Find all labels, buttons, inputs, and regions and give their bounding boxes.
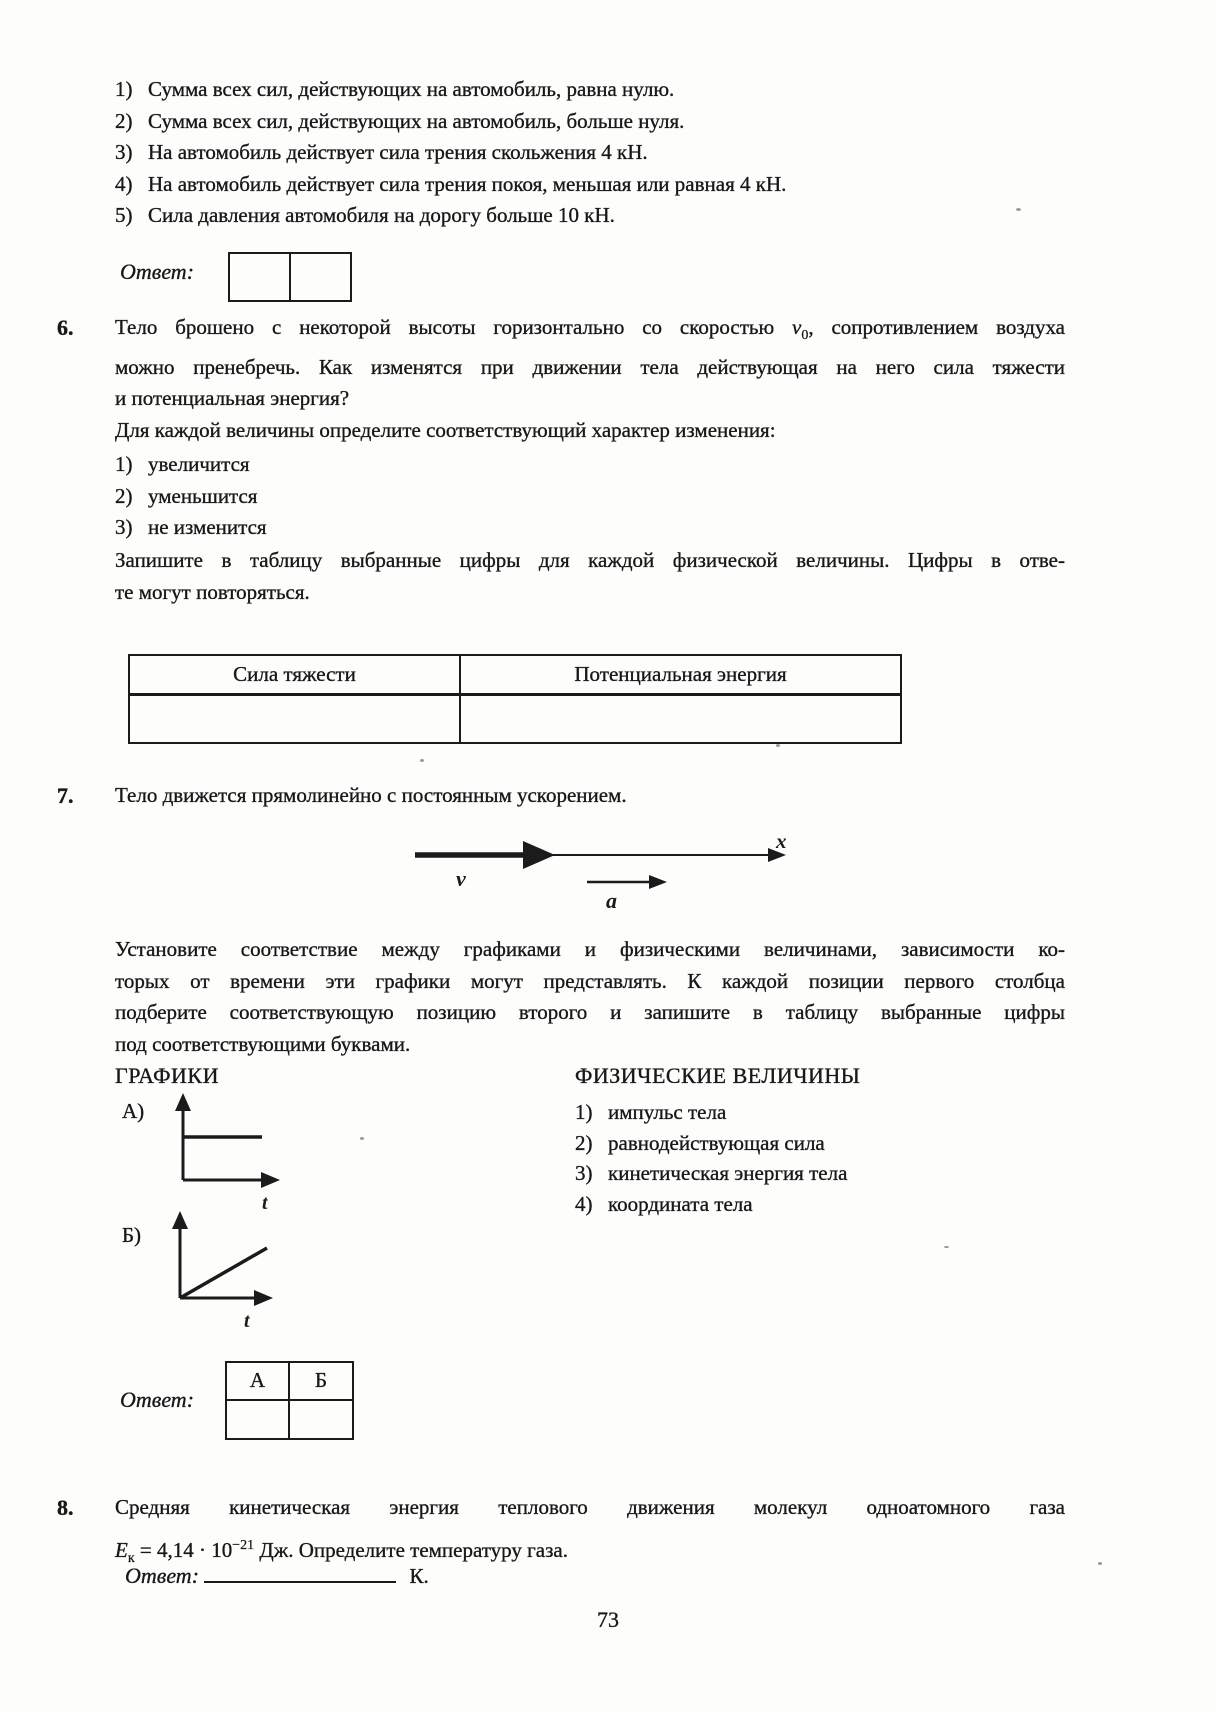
question-6-number: 6. — [57, 315, 74, 340]
top-options-list — [115, 74, 1105, 232]
q7-intro: Тело движется прямолинейно с постоянным ускорением. — [115, 783, 627, 807]
list-item — [575, 1158, 1055, 1189]
list-item — [115, 74, 1105, 106]
item-text: координата тела — [608, 1191, 753, 1216]
q7-table-cell-empty — [227, 1401, 290, 1438]
item-number: 5) — [115, 203, 133, 228]
scan-artifact — [1098, 1562, 1102, 1565]
q6-prompt: Для каждой величины определите соответствующий характер изменения: — [115, 418, 776, 442]
question-6-text — [115, 312, 1065, 415]
q7-table-header-b: Б — [314, 1368, 328, 1392]
item-text: кинетическая энергия тела — [608, 1161, 848, 1185]
q7-table-header-a: А — [227, 1363, 290, 1399]
q6-note-line-2: те могут повторяться. — [115, 579, 310, 604]
q6-line1-b: , сопротивлением воздуха — [808, 315, 1066, 339]
q6-table-header-col1: Сила тяжести — [130, 656, 461, 693]
list-item — [115, 512, 715, 544]
velocity-acceleration-figure — [378, 818, 818, 923]
answer-label: Ответ: — [120, 259, 195, 284]
item-text: Сила давления автомобиля на дорогу больше 10 кН. — [148, 203, 615, 228]
q7-para-line-4: под соответствующими буквами. — [115, 1031, 411, 1056]
q7-para-line-3: подберите соответствующую позицию второго и запишите в таблицу выбранные цифры — [115, 1000, 1065, 1025]
q7-paragraph — [115, 934, 1065, 1060]
q6-line-3: и потенциальная энергия? — [115, 386, 350, 411]
graph-b — [155, 1203, 300, 1343]
item-number: 2) — [115, 483, 133, 508]
q6-table-body-row — [130, 696, 900, 742]
item-text: увеличится — [148, 452, 250, 476]
q6-table-cell-empty — [130, 696, 461, 742]
item-text: уменьшится — [148, 483, 258, 508]
scan-artifact — [1016, 208, 1021, 211]
item-number: 1) — [115, 77, 133, 101]
item-text: не изменится — [148, 515, 267, 540]
q7-table-cell-empty — [290, 1401, 352, 1438]
item-text: равнодействующая сила — [608, 1130, 825, 1155]
item-number: 3) — [115, 140, 133, 165]
q8-answer-line — [125, 1558, 429, 1593]
q7-table-body-row — [227, 1401, 352, 1438]
quantities-header: ФИЗИЧЕСКИЕ ВЕЛИЧИНЫ — [575, 1063, 861, 1088]
answer-blank-line — [204, 1558, 396, 1583]
list-item — [115, 106, 1105, 138]
scan-artifact — [776, 744, 780, 747]
graph-b-label: Б) — [122, 1223, 142, 1247]
q6-table-header-row — [130, 656, 900, 696]
list-item — [115, 169, 1105, 201]
item-number: 4) — [115, 171, 133, 196]
item-text: импульс тела — [608, 1100, 727, 1124]
scan-artifact — [420, 759, 424, 762]
question-8-number: 8. — [57, 1495, 74, 1520]
formula-mid: = 4,14 · 10 — [134, 1538, 233, 1562]
v-vector-label: v — [456, 866, 466, 891]
graph-a-label: А) — [122, 1099, 145, 1123]
item-number: 2) — [575, 1130, 593, 1155]
q6-table-header-col2: Потенциальная энергия — [574, 662, 787, 686]
q6-line-2: можно пренебречь. Как изменятся при движении тела действующая на него сила тяжести — [115, 354, 1065, 379]
q7-para-line-2: торых от времени эти графики могут представлять. К каждой позиции первого столбца — [115, 968, 1065, 993]
x-axis-label: x — [776, 829, 787, 853]
item-number: 3) — [115, 515, 133, 540]
q6-line-1 — [115, 312, 1065, 352]
item-number: 2) — [115, 108, 133, 133]
q6-line1-a: Тело брошено с некоторой высоты горизонтально со скоростью — [115, 315, 793, 339]
energy-symbol: E — [115, 1538, 128, 1562]
question-7-number: 7. — [57, 783, 74, 808]
list-item — [575, 1189, 1055, 1220]
item-number: 3) — [575, 1161, 593, 1185]
q7-table-header-row — [227, 1363, 352, 1401]
quantities-list — [575, 1097, 1055, 1219]
item-text: Сумма всех сил, действующих на автомобиль, больше нуля. — [148, 108, 685, 133]
answer-label: Ответ: — [120, 1387, 195, 1412]
t-axis-label: t — [262, 1192, 268, 1214]
q7-answer-table — [225, 1361, 354, 1440]
answer-cell — [289, 254, 350, 300]
graphs-header: ГРАФИКИ — [115, 1063, 219, 1088]
t-axis-label: t — [244, 1310, 250, 1332]
a-vector-label: a — [606, 888, 617, 913]
list-item — [115, 200, 1105, 232]
unit-label: К. — [409, 1564, 429, 1588]
v0-symbol: v — [792, 315, 802, 339]
q6-options-list — [115, 449, 715, 544]
item-text: Сумма всех сил, действующих на автомобиль, равна нулю. — [148, 77, 675, 101]
list-item — [115, 449, 715, 481]
q6-note — [115, 545, 1065, 608]
energy-subscript: к — [127, 1551, 135, 1567]
q6-note-line-1: Запишите в таблицу выбранные цифры для каждой физической величины. Цифры в отве- — [115, 548, 1065, 572]
scan-artifact — [944, 1246, 949, 1248]
item-number: 4) — [575, 1191, 593, 1216]
list-item — [115, 481, 715, 513]
item-text: На автомобиль действует сила трения покоя, меньшая или равная 4 кН. — [148, 171, 787, 196]
list-item — [575, 1128, 1055, 1159]
answer-box — [228, 252, 352, 302]
q7-para-line-1: Установите соответствие между графиками и физическими величинами, зависимости ко- — [115, 937, 1065, 961]
q8-line-1: Средняя кинетическая энергия теплового движения молекул одноатомного газа — [115, 1495, 1065, 1519]
item-number: 1) — [575, 1100, 593, 1124]
item-number: 1) — [115, 452, 133, 476]
answer-cell — [230, 254, 289, 300]
scan-artifact — [360, 1137, 364, 1140]
formula-exponent: −21 — [232, 1538, 255, 1553]
formula-tail: Дж. Определите температуру газа. — [254, 1538, 568, 1562]
list-item — [575, 1097, 1055, 1128]
v0-subscript: 0 — [801, 328, 809, 344]
answer-label: Ответ: — [125, 1563, 200, 1588]
q6-table-cell-empty — [461, 696, 900, 742]
page-number: 73 — [597, 1607, 619, 1632]
list-item — [115, 137, 1105, 169]
q6-answer-table — [128, 654, 902, 744]
item-text: На автомобиль действует сила трения скольжения 4 кН. — [148, 140, 648, 165]
